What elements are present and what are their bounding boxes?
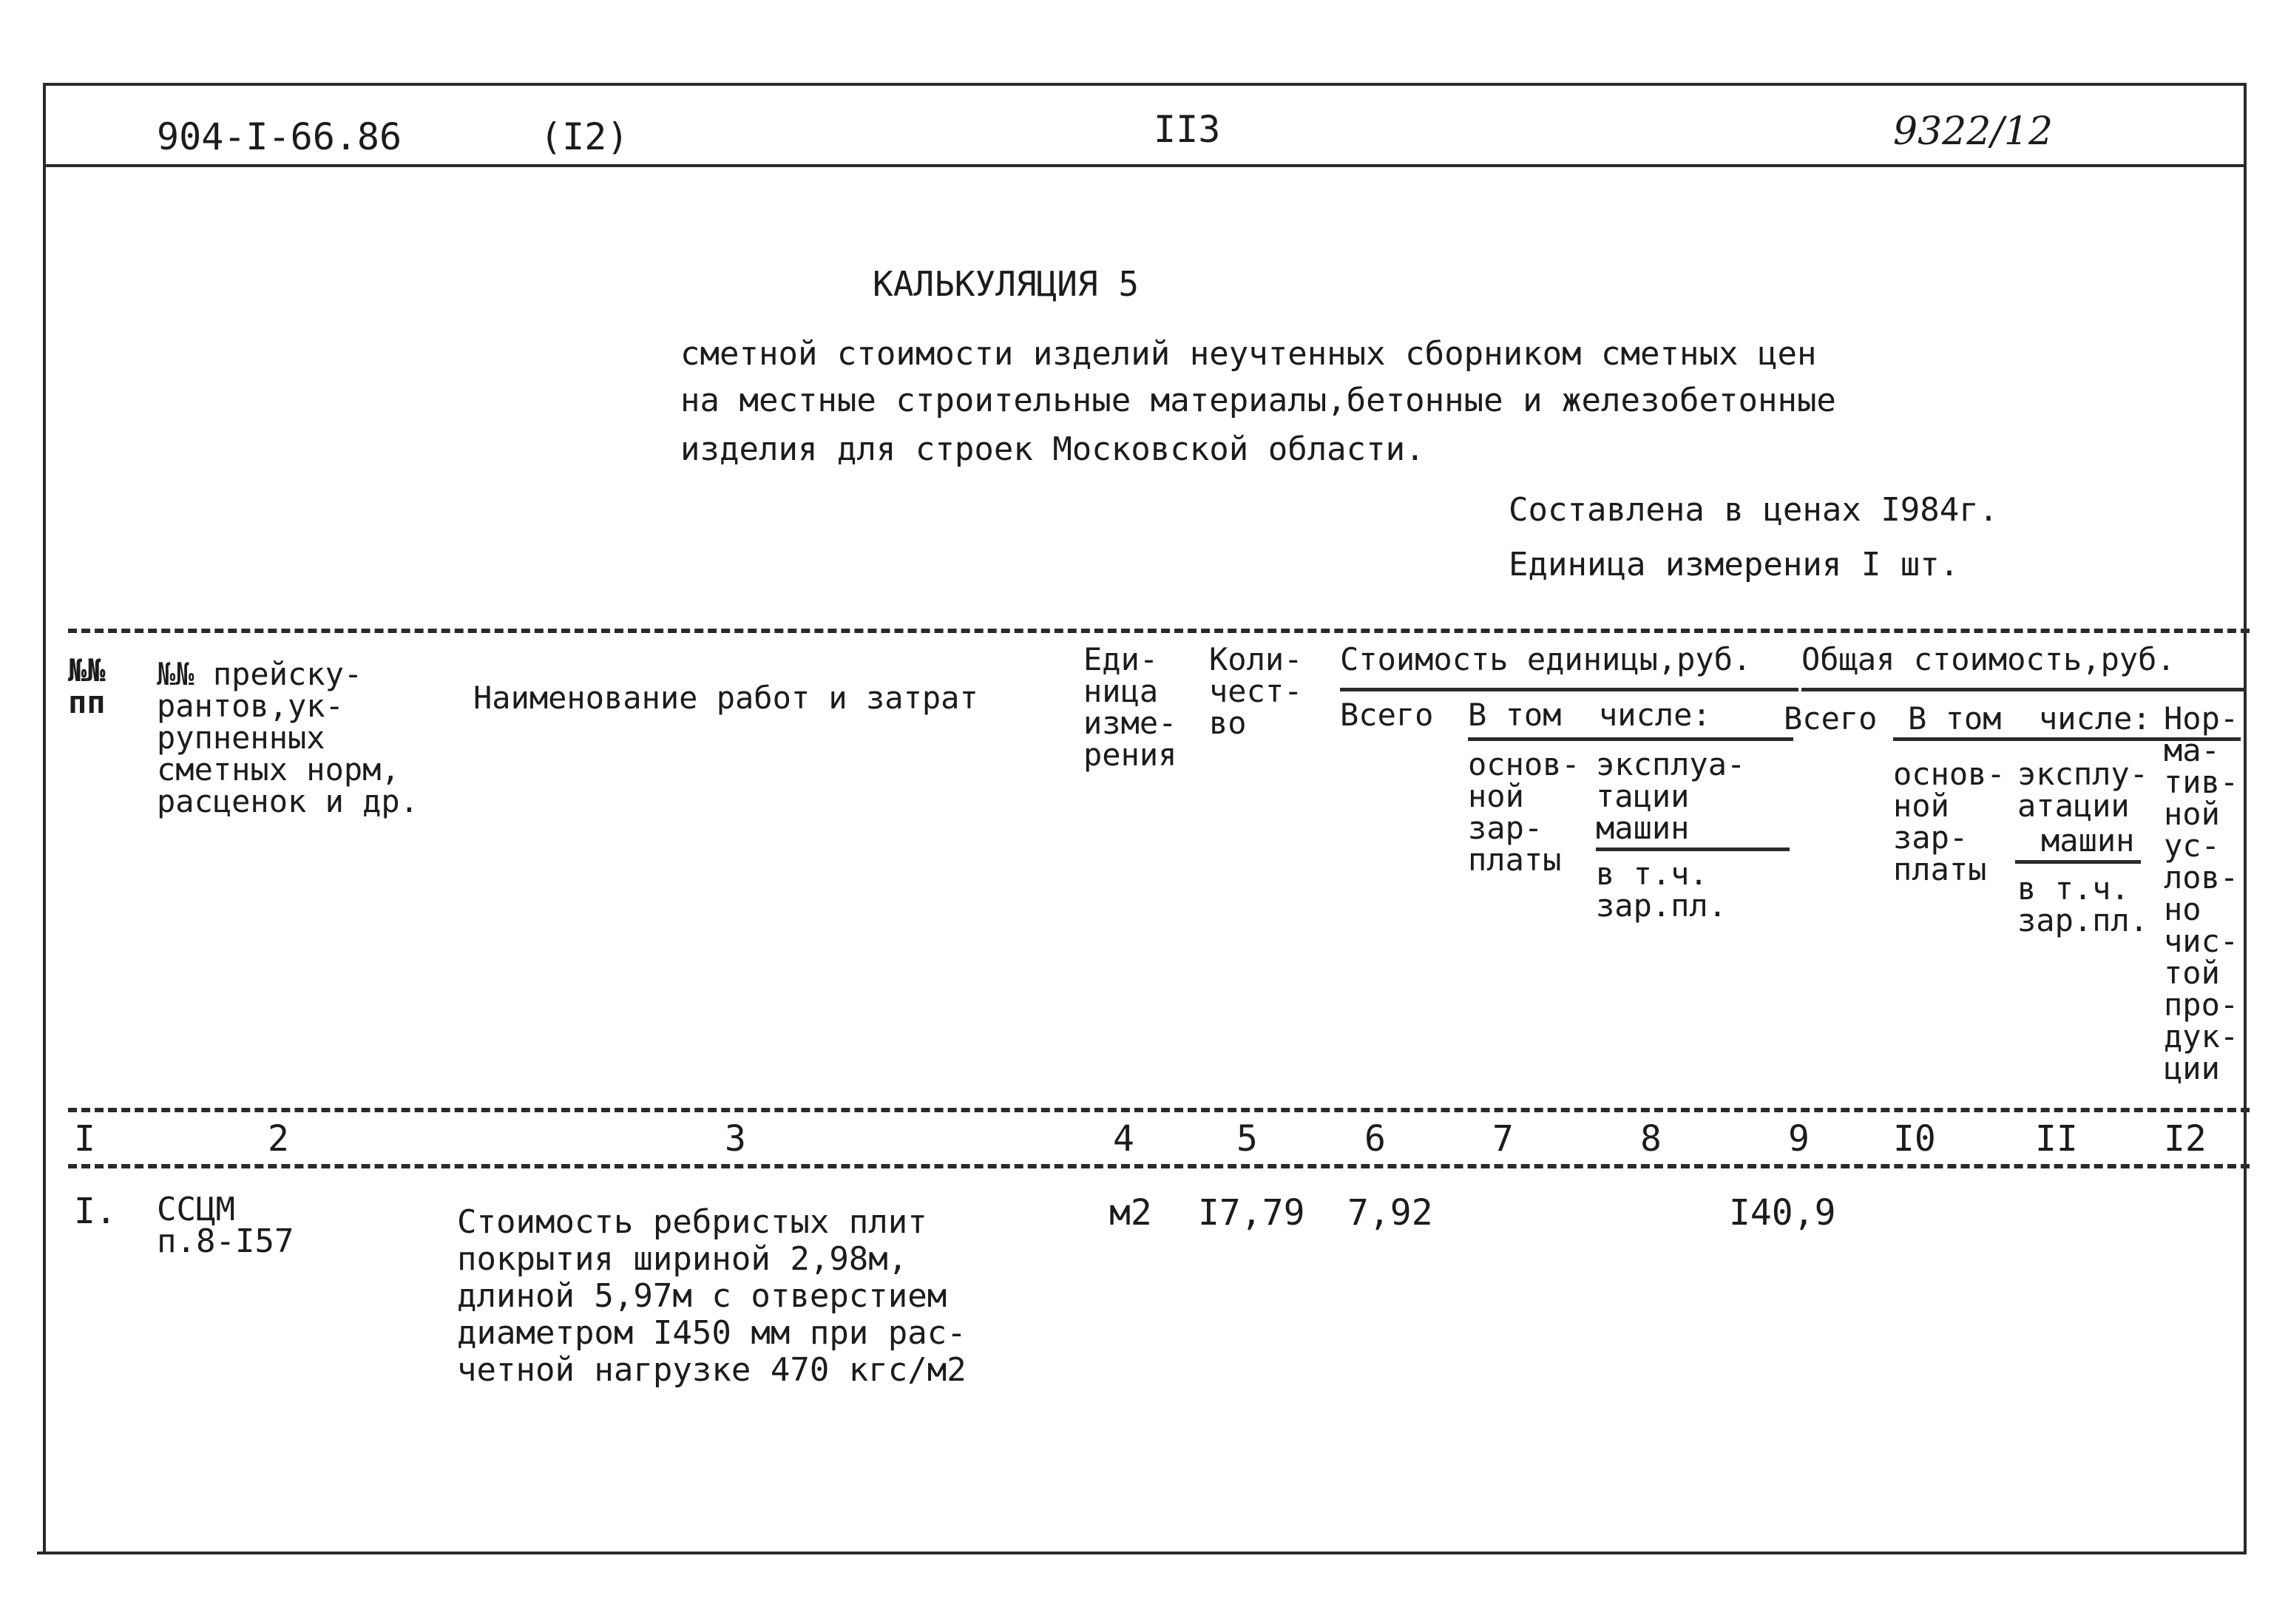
column-number: I0 (1893, 1118, 1936, 1160)
mashin-underline (1596, 847, 1790, 851)
document-code: 904-I-66.86 (157, 115, 402, 158)
column-number: 5 (1236, 1118, 1258, 1160)
title-line-1: сметной стоимости изделий неучтенных сборником сметных цен (680, 335, 1817, 373)
col-header-unit-incl: В том числе: (1468, 697, 1711, 733)
col-header-incl-salary-2: в т.ч. зар.пл. (2017, 870, 2149, 938)
calculation-heading: КАЛЬКУЛЯЦИЯ 5 (873, 264, 1140, 304)
row-quantity: I7,79 (1198, 1192, 1305, 1234)
col-header-machine-ops: эксплуа- тации (1596, 746, 1746, 814)
unit-of-measure: Единица измерения I шт. (1509, 546, 1960, 583)
col-header-work-name: Наименование работ и затрат (473, 680, 978, 716)
table-top-rule (68, 629, 2250, 633)
column-numbers-top-rule (68, 1108, 2250, 1112)
column-number: 9 (1788, 1118, 1810, 1160)
col-header-machines-2: машин (2041, 822, 2135, 859)
column-number: 7 (1492, 1118, 1514, 1160)
frame-left (43, 83, 46, 1554)
column-number: 4 (1113, 1118, 1134, 1160)
col-header-base-salary: основ- ной зар- платы (1468, 746, 1580, 878)
frame-bottom (37, 1552, 2247, 1554)
row-pricelist-ref: ССЦМ п.8-I57 (157, 1191, 294, 1260)
archive-number: 9322/12 (1893, 109, 2054, 154)
row-total: I40,9 (1729, 1192, 1836, 1234)
col-header-total-total: Всего (1784, 700, 1878, 737)
column-number: II (2035, 1118, 2078, 1160)
row-work-name: Стоимость ребристых плит покрытия шириной 2,98м, длиной 5,97м с отверстием диаметром I450 мм при рас- четной нагрузке 470 кгс/м2 (457, 1203, 967, 1389)
album-number: (I2) (540, 115, 629, 158)
title-line-2: на местные строительные материалы,бетонные и железобетонные (680, 382, 1836, 419)
price-basis: Составлена в ценах I984г. (1509, 491, 1999, 529)
column-number: 2 (268, 1118, 289, 1160)
column-number: I2 (2164, 1118, 2207, 1160)
row-unit: м2 (1109, 1192, 1152, 1234)
column-numbers-bottom-rule (68, 1164, 2250, 1168)
row-unit-total: 7,92 (1347, 1192, 1433, 1234)
col-header-total-cost: Общая стоимость,руб. (1801, 641, 2176, 677)
col-header-machine-ops-2: эксплу- атации (2017, 756, 2149, 824)
col-header-pricelist-ref: №№ прейску- рантов,ук- рупненных сметных норм, расценок и др. (157, 656, 419, 819)
col-header-row-no: №№ пп (68, 652, 106, 720)
mashin2-underline (2015, 860, 2141, 864)
col-header-total-incl: В том числе: (1908, 700, 2151, 737)
col-header-normative-output: Нор- ма- тив- ной ус- лов- но чис- той про- дук- ции (2164, 700, 2239, 1086)
column-number: I (74, 1118, 95, 1160)
vtom-underline (1468, 737, 1793, 741)
page-number: II3 (1154, 108, 1221, 151)
col-header-unit: Еди- ница изме- рения (1083, 641, 1177, 773)
col-header-machines: машин (1596, 810, 1690, 846)
header-divider (43, 164, 2247, 167)
unit-cost-underline (1340, 688, 1798, 691)
column-number: 6 (1364, 1118, 1386, 1160)
title-line-3: изделия для строек Московской области. (680, 430, 1425, 468)
col-header-incl-salary: в т.ч. зар.пл. (1596, 856, 1727, 924)
col-header-unit-total: Всего (1340, 697, 1434, 733)
column-number: 3 (725, 1118, 746, 1160)
frame-top (43, 83, 2247, 86)
col-header-base-salary-2: основ- ной зар- платы (1893, 756, 2006, 887)
frame-right (2244, 83, 2247, 1554)
column-number: 8 (1640, 1118, 1662, 1160)
col-header-unit-cost: Стоимость единицы,руб. (1340, 641, 1752, 677)
row-number: I. (74, 1191, 117, 1232)
col-header-quantity: Коли- чест- во (1209, 641, 1303, 741)
total-cost-underline (1801, 688, 2245, 691)
